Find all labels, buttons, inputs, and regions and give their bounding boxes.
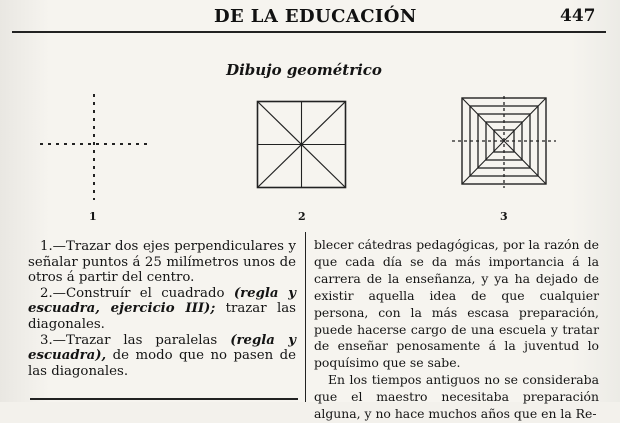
exercise-3-text	[28, 333, 296, 380]
left-column	[28, 239, 296, 379]
exercise-3-rest: de modo que no pasen de las diagonales.	[28, 348, 296, 379]
exercise-2-tools: (regla y escuadra, ejercicio III);	[28, 285, 296, 317]
left-column-bottom-rule	[30, 398, 298, 400]
exercise-3-tools: (regla y escuadra),	[28, 332, 297, 364]
right-column	[314, 237, 599, 423]
section-title-text: Dibujo geométrico	[226, 61, 382, 79]
exercise-2-lead: 2.—Construír el cuadrado	[40, 285, 234, 301]
running-header-title: DE LA EDUCACIÓN	[214, 6, 417, 27]
exercise-1-text: 1.—Trazar dos ejes perpendiculares y señalar puntos á 25 milímetros unos de otros á partir del centro.	[28, 239, 296, 286]
figure-3-nested-squares	[452, 96, 556, 190]
body-paragraph-2: En los tiempos antiguos no se consideraba que el maestro necesitaba preparación alguna, y no hace muchos años que en la Re-	[314, 372, 599, 422]
exercise-2-text	[28, 286, 296, 333]
page-number: 447	[560, 6, 596, 26]
figure-3-number: 3	[500, 210, 508, 223]
figure-2-number: 2	[298, 210, 306, 223]
section-title	[0, 61, 600, 79]
exercise-2-rest: trazar las diagonales.	[28, 301, 296, 332]
body-paragraph-1: blecer cátedras pedagógicas, por la razón de que cada día se da más importancia á la carrera de la enseñanza, y ya ha dejado de existir aquella idea de que cualquier persona, con la más escasa preparación, puede hacerse cargo de una escuela y tratar de enseñar penosamente á la juventud lo poquísimo que se sabe.	[314, 237, 599, 371]
figure-1-axes	[40, 92, 150, 202]
exercise-3-lead: 3.—Trazar las paralelas	[40, 332, 231, 348]
figure-1-number: 1	[89, 210, 97, 223]
header-rule	[12, 31, 606, 33]
column-divider	[305, 232, 306, 402]
figure-2-square	[256, 100, 348, 190]
